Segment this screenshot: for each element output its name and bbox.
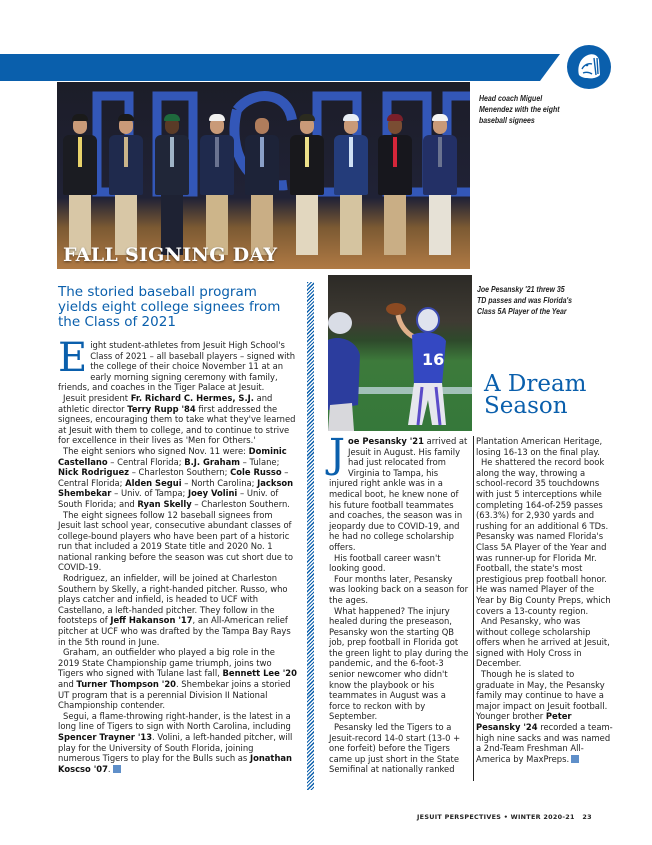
column-divider (473, 436, 474, 781)
photo-caption-signing: Head coach Miguel Menendez with the eight baseball signees (479, 93, 560, 125)
headline-line-1: A Dream (484, 371, 587, 397)
bold-name: Turner Thompson '20 (76, 679, 176, 689)
bold-name: B.J. Graham (184, 456, 240, 467)
photo-caption-quarterback: Joe Pesansky '21 threw 35 TD passes and was Florida's Class 5A Player of the Year (477, 284, 573, 316)
end-mark-icon (571, 755, 579, 763)
bold-name: Bennett Lee '20 (222, 668, 297, 679)
person (378, 118, 412, 255)
bold-name: Joey Volini (188, 488, 238, 499)
paragraph: What happened? The injury healed during the preseason, Pesansky won the starting QB job, prep football in Florida got the green light to play during the pandemic, and the 6-foot-3 senior newcomer who didn't know the playbook or his teammates in August was a force to reckon with by September. (329, 605, 469, 722)
person (63, 118, 97, 255)
paragraph: Jesuit president Fr. Richard C. Hermes, S.J. and athletic director Terry Rupp '84 first addressed the signees, encouraging them to take what they've learned at Jesuit with them to college, and to continue to strive for excellence in their lives as 'Men for Others.' (58, 392, 296, 446)
bold-name: Jeff Hakanson '17 (110, 615, 193, 626)
footer-separator: • (503, 813, 509, 821)
person (290, 118, 324, 255)
paragraph: His football career wasn't looking good. (329, 552, 441, 574)
drop-cap: J (329, 431, 346, 477)
paragraph: And Pesansky, who was without college scholarship offers when he arrived at Jesuit, signed with Holy Cross in December. (476, 616, 610, 669)
footer-publication: JESUIT PERSPECTIVES (417, 813, 502, 821)
bold-name: Terry Rupp '84 (127, 403, 196, 414)
bold-name: Peter Pesansky '24 (476, 711, 572, 733)
paragraph: The eight seniors who signed Nov. 11 were: Dominic Castellano – Central Florida; B.J. Graham – Tulane; Nick Rodriguez – Charleston Southern; Cole Russo – Central Florida; Alden Segui – North Carolina; Jackson Shembekar – Univ. of Tampa; Joey Volini – Univ. of South Florida; and Ryan Skelly – Charleston Southern. (58, 445, 294, 509)
person (245, 118, 279, 255)
bold-name: Jackson Shembekar (58, 477, 294, 499)
paragraph: Eight student-athletes from Jesuit High School's Class of 2021 – all baseball players – signed with the college of their choice November 11 at an early morning signing ceremony with family, friends, and coaches in the Tiger Palace at Jesuit. (58, 335, 296, 393)
headline-line-2: Season (484, 393, 568, 419)
quarterback-figure (328, 275, 472, 431)
article-signing-body (58, 335, 298, 774)
bold-name: oe Pesansky '21 (348, 436, 424, 446)
paragraph: Plantation American Heritage, losing 16-13 on the final play. (476, 436, 603, 457)
signing-day-photo (57, 82, 470, 269)
person (200, 118, 234, 255)
end-mark-icon (113, 765, 121, 773)
paragraph: The eight signees follow 12 baseball signees from Jesuit last school year, consecutive abundant classes of college-bound players who have been part of a historic run that included a 2019 State title and 2020 No. 1 national ranking before the season was cut short due to COVID-19. (58, 509, 293, 573)
paragraph: Though he is slated to graduate in May, the Pesansky family may continue to have a major impact on Jesuit football. Younger brother Peter Pesansky '24 recorded a team-high nine sacks and was named a 2nd-Team Freshman All-America by MaxPreps. (476, 669, 613, 764)
person (109, 118, 143, 255)
paragraph: Segui, a flame-throwing right-hander, is the latest in a long line of Tigers to sign with North Carolina, including Spencer Trayner '13. Volini, a left-handed pitcher, will play for the University of South Florida, joining numerous Tigers to play for the Bulls such as Jonathan Koscso '07. (58, 710, 293, 774)
column-hatch-divider (307, 282, 314, 790)
bold-name: Spencer Trayner '13 (58, 731, 153, 742)
page-footer (417, 813, 592, 821)
photo-title: FALL SIGNING DAY (63, 244, 278, 266)
paragraph: Four months later, Pesansky was looking back on a season for the ages. (329, 573, 469, 605)
paragraph: He shattered the record book along the way, throwing a school-record 35 touchdowns with just 5 interceptions while completing 164-of-259 passes (63.3%) for 2,930 yards and rushing for an additional 6 TDs. Pesansky was named Florida's Class 5A Player of the Year and was runner-up for Florida Mr. Football, the state's most prestigious prep football honor. He was named Player of the Year by Big County Preps, which covers a 13-county region. (476, 457, 611, 616)
paragraph: Rodriguez, an infielder, will be joined at Charleston Southern by Skelly, a right-handed pitcher. Russo, who plays catcher and infield, is headed to UCF with Castellano, a left-handed pitcher. They follow in the footsteps of Jeff Hakanson '17, an All-American relief pitcher at UCF who was drafted by the Tampa Bay Rays in the 5th round in June. (58, 573, 291, 647)
paragraph: Graham, an outfielder who played a big role in the 2019 State Championship game triumph, joins two Tigers who signed with Tulane last fall, Bennett Lee '20 and Turner Thompson '20. Shembekar joins a storied UT program that is a perennial Division II National Championship contender. (58, 647, 297, 711)
quarterback-photo (328, 275, 472, 431)
bold-name: Cole Russo (230, 467, 282, 478)
bold-name: Nick Rodriguez (58, 467, 130, 478)
person (423, 118, 457, 255)
person (155, 118, 189, 255)
article-subhead: The storied baseball program yields eight college signees from the Class of 2021 (58, 284, 281, 330)
bold-name: Alden Segui (125, 477, 182, 488)
drop-cap: E (58, 335, 88, 381)
page-number: 23 (582, 813, 592, 821)
bold-name: Dominic Castellano (58, 445, 287, 467)
paragraph: Joe Pesansky '21 arrived at Jesuit in August. His family had just relocated from Virginia to Tampa, his injured right ankle was in a medical boot, he knew none of his future football teammates and coaches, the season was in jeopardy due to COVID-19, and he had no college scholarship offers. (329, 431, 468, 552)
paragraph: Pesansky led the Tigers to a Jesuit-record 14-0 start (13-0 + one forfeit) before the Tigers came up just short in the State Semifinal at nationally ranked (329, 722, 461, 775)
tiger-logo (567, 45, 611, 89)
tiger-head-icon (567, 45, 611, 89)
person (334, 118, 368, 255)
bold-name: Ryan Skelly (137, 498, 192, 509)
svg-text:16: 16 (422, 350, 445, 369)
footer-issue: WINTER 2020-21 (510, 813, 575, 821)
bold-name: Fr. Richard C. Hermes, S.J. (130, 392, 254, 403)
article-headline (484, 373, 587, 417)
header-band (0, 54, 560, 81)
bold-name: Jonathan Koscso '07 (58, 753, 293, 774)
article-dream-season-col2 (476, 436, 614, 764)
article-dream-season-col1 (329, 431, 469, 775)
